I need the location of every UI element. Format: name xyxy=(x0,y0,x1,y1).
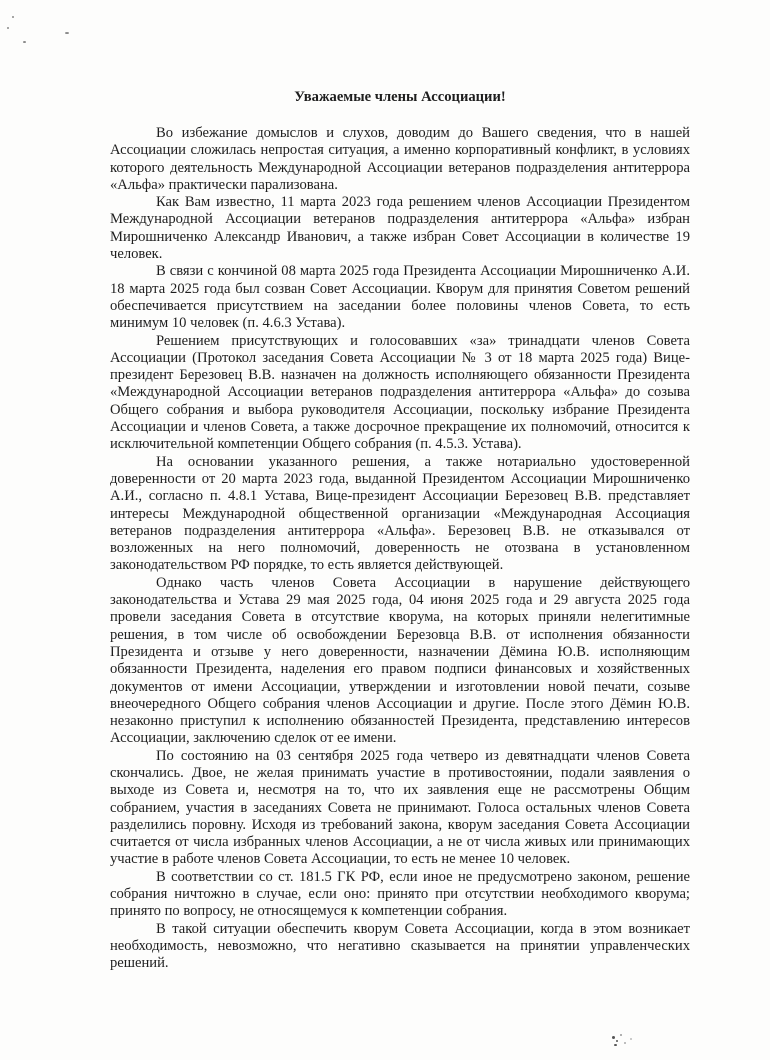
paragraph: Решением присутствующих и голосовавших «за» тринадцати членов Совета Ассоциации (Протокол заседания Совета Ассоциации № 3 от 18 марта 2025 года) Вице-президент Березовец В.В. назначен на должность исполняющего обязанности Президента «Международной Ассоциации ветеранов подразделения антитеррора «Альфа» до созыва Общего собрания и выбора руководителя Ассоциации, поскольку избрание Президента Ассоциации и членов Совета, а также досрочное прекращение их полномочий, относится к исключительной компетенции Общего собрания (п. 4.5.3. Устава). xyxy=(110,332,690,453)
stamp-remnant xyxy=(612,1030,652,1052)
paragraph: В такой ситуации обеспечить кворум Совета Ассоциации, когда в этом возникает необходимость, невозможно, что негативно сказывается на принятии управленческих решений. xyxy=(110,920,690,972)
scan-speck xyxy=(12,16,14,18)
scan-speck xyxy=(7,27,9,29)
paragraph: В связи с кончиной 08 марта 2025 года Президента Ассоциации Мирошниченко А.И. 18 марта 2025 года был созван Совет Ассоциации. Кворум для принятия Советом решений обеспечивается присутствием на заседании более половины членов Совета, то есть минимум 10 человек (п. 4.6.3 Устава). xyxy=(110,263,690,332)
paragraph: Однако часть членов Совета Ассоциации в нарушение действующего законодательства и Устава 29 мая 2025 года, 04 июня 2025 года и 29 августа 2025 года провели заседания Совета в отсутствие кворума, на которых приняли нелегитимные решения, в том числе об освобождении Березовца В.В. от исполнения обязанности Президента и отзыве у него доверенности, назначении Дёмина Ю.В. исполняющим обязанности Президента, наделения его правом подписи финансовых и хозяйственных документов от имени Ассоциации, утверждении и изготовлении новой печати, созыве внеочередного Общего собрания членов Ассоциации и другие. После этого Дёмин Ю.В. незаконно приступил к исполнению обязанностей Президента, представлению интересов Ассоциации, заключению сделок от ее имени. xyxy=(110,574,690,747)
paragraph: По состоянию на 03 сентября 2025 года четверо из девятнадцати членов Совета скончались. Двое, не желая принимать участие в противостоянии, подали заявления о выходе из Совета и, несмотря на то, что их заявления еще не рассмотрены Общим собранием, участия в заседаниях Совета не принимают. Голоса остальных членов Совета разделились поровну. Исходя из требований закона, кворум заседания Совета Ассоциации считается от числа избранных членов Ассоциации, а не от числа живых или принимающих участие в работе членов Совета Ассоциации, то есть не менее 10 человек. xyxy=(110,747,690,868)
paragraph: В соответствии со ст. 181.5 ГК РФ, если иное не предусмотрено законом, решение собрания ничтожно в случае, если оно: принято при отсутствии необходимого кворума; принято по вопросу, не относящемуся к компетенции собрания. xyxy=(110,868,690,920)
document-body xyxy=(110,125,690,973)
paragraph: Как Вам известно, 11 марта 2023 года решением членов Ассоциации Президентом Международной Ассоциации ветеранов подразделения антитеррора «Альфа» избран Мирошниченко Александр Иванович, а также избран Совет Ассоциации в количестве 19 человек. xyxy=(110,194,690,263)
document-title: Уважаемые члены Ассоциации! xyxy=(294,89,506,105)
paragraph: На основании указанного решения, а также нотариально удостоверенной доверенности от 20 марта 2023 года, выданной Президентом Ассоциации Мирошниченко А.И., согласно п. 4.8.1 Устава, Вице-президент Ассоциации Березовец В.В. представляет интересы Международной общественной организации «Международная Ассоциация ветеранов подразделения антитеррора «Альфа». Березовец В.В. не отказывался от возложенных на него полномочий, доверенность не отозвана в установленном законодательством РФ порядке, то есть является действующей. xyxy=(110,453,690,574)
scan-speck xyxy=(65,32,69,34)
scan-speck xyxy=(23,41,26,43)
paragraph: Во избежание домыслов и слухов, доводим до Вашего сведения, что в нашей Ассоциации сложилась непростая ситуация, а именно корпоративный конфликт, в условиях которого деятельность Международной Ассоциации ветеранов подразделения антитеррора «Альфа» практически парализована. xyxy=(110,125,690,193)
